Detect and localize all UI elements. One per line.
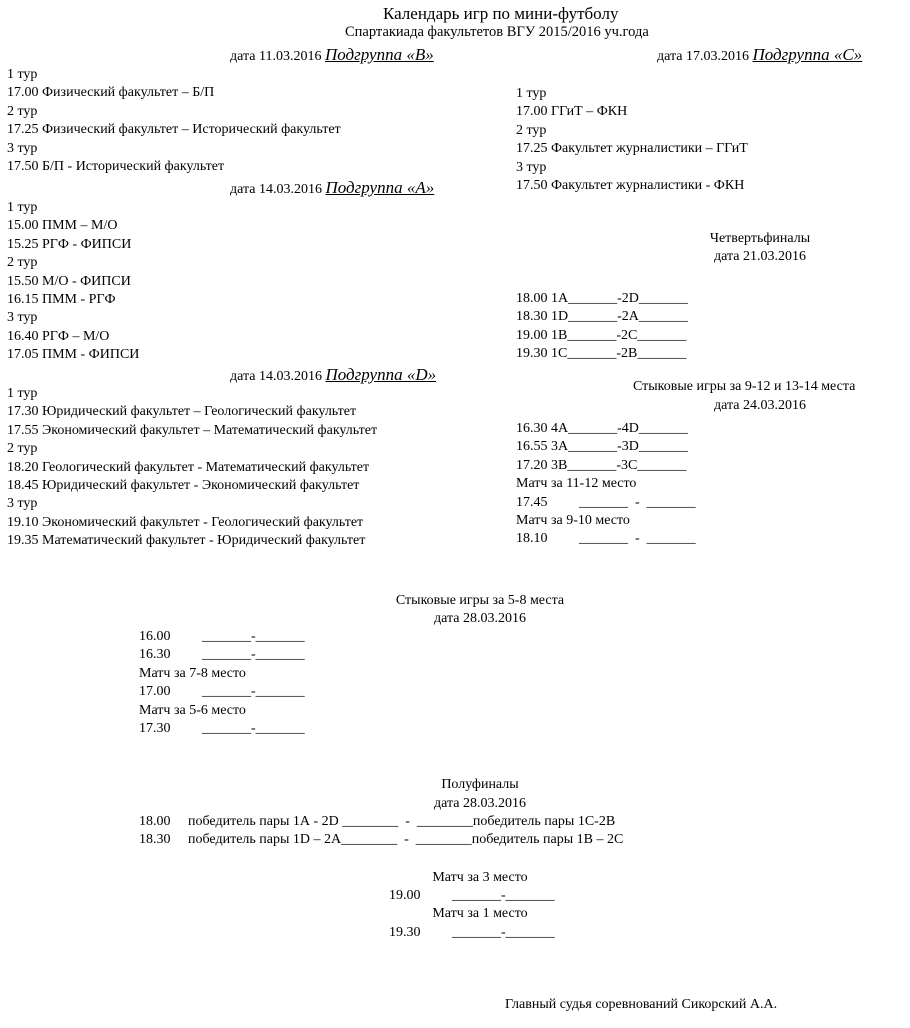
group-d-heading [230, 366, 436, 386]
group-a-date: дата 14.03.2016 [230, 182, 326, 197]
schedule-line: 2 тур [516, 122, 547, 138]
group-b-schedule [7, 66, 341, 176]
schedule-line: 17.50 Факультет журналистики - ФКН [516, 177, 745, 193]
document-title: Календарь игр по мини-футболу [383, 4, 619, 23]
playoff-9-14-schedule [516, 420, 696, 549]
first-place-line: 19.30 _______-_______ [389, 925, 555, 940]
schedule-line: 17.00 ГГиТ – ФКН [516, 104, 628, 120]
schedule-line: 17.50 Б/П - Исторический факультет [7, 158, 225, 174]
playoff-5-8-date: дата 28.03.2016 [434, 611, 526, 626]
schedule-line: 17.25 Физический факультет – Исторический факультет [7, 122, 341, 138]
schedule-line: 1 тур [7, 67, 38, 82]
group-d-schedule [7, 385, 377, 551]
playoff-9-14-date: дата 24.03.2016 [714, 398, 806, 413]
schedule-line: 17.05 ПММ - ФИПСИ [7, 347, 140, 363]
group-a-heading [230, 179, 434, 199]
schedule-line: Матч за 7-8 место [139, 665, 246, 681]
quarterfinals-schedule [516, 290, 688, 364]
group-c-heading [657, 46, 862, 66]
schedule-line: 15.00 ПММ – М/О [7, 218, 118, 234]
chief-judge-signature: Главный судья соревнований Сикорский А.А. [505, 997, 778, 1012]
schedule-line: 16.55 3А_______-3D_______ [516, 439, 688, 455]
schedule-line: 2 тур [7, 103, 38, 119]
third-place-line: 19.00 _______-_______ [389, 888, 555, 903]
schedule-line: 16.30 _______-_______ [139, 647, 305, 663]
quarterfinals-title: Четвертьфиналы [709, 231, 811, 246]
third-place-title: Матч за 3 место [432, 870, 528, 885]
document-subtitle: Спартакиада факультетов ВГУ 2015/2016 уч.года [345, 24, 649, 40]
schedule-line: 16.40 РГФ – М/О [7, 328, 110, 344]
group-c-schedule [516, 85, 748, 195]
schedule-line: 17.45 _______ - _______ [516, 494, 696, 510]
group-c-name: Подгруппа «С» [752, 45, 863, 64]
group-d-name: Подгруппа «D» [325, 365, 437, 384]
schedule-line: 19.30 1С_______-2В_______ [516, 346, 687, 362]
schedule-line: 18.00 1А_______-2D_______ [516, 291, 688, 306]
playoff-5-8-title: Стыковые игры за 5-8 места [395, 593, 565, 608]
schedule-line: 19.10 Экономический факультет - Геологический факультет [7, 514, 364, 530]
schedule-line: 1 тур [7, 200, 38, 215]
group-b-heading [230, 46, 434, 66]
playoff-9-14-title: Стыковые игры за 9-12 и 13-14 места [633, 379, 856, 394]
schedule-line: 17.55 Экономический факультет – Математический факультет [7, 422, 378, 438]
schedule-line: Матч за 9-10 место [516, 512, 630, 528]
playoff-5-8-schedule [139, 628, 305, 738]
group-a-schedule [7, 199, 139, 365]
schedule-line: 17.00 Физический факультет – Б/П [7, 85, 215, 101]
semifinals-schedule [139, 813, 623, 850]
schedule-line: 3 тур [7, 140, 38, 156]
schedule-line: 18.45 Юридический факультет - Экономический факультет [7, 477, 360, 493]
schedule-line: 16.30 4А_______-4D_______ [516, 421, 688, 436]
group-d-date: дата 14.03.2016 [230, 369, 326, 384]
schedule-line: Матч за 11-12 место [516, 476, 637, 492]
schedule-line: 3 тур [516, 159, 547, 175]
schedule-line: 18.00 победитель пары 1А - 2D ________ - ________победитель пары 1С-2В [139, 814, 616, 829]
group-b-date: дата 11.03.2016 [230, 49, 325, 64]
first-place-title: Матч за 1 место [432, 906, 528, 921]
schedule-line: 2 тур [7, 255, 38, 271]
schedule-line: 17.30 Юридический факультет – Геологический факультет [7, 404, 357, 420]
schedule-line: 2 тур [7, 441, 38, 457]
schedule-line: 17.20 3В_______-3С_______ [516, 457, 687, 473]
group-b-name: Подгруппа «В» [324, 45, 434, 64]
schedule-line: 3 тур [7, 310, 38, 326]
schedule-line: 18.10 _______ - _______ [516, 531, 696, 547]
schedule-line: 1 тур [516, 86, 547, 101]
semifinals-date: дата 28.03.2016 [434, 796, 526, 811]
schedule-line: Матч за 5-6 место [139, 702, 246, 718]
schedule-line: 16.15 ПММ - РГФ [7, 291, 116, 307]
schedule-line: 15.50 М/О - ФИПСИ [7, 273, 131, 289]
schedule-line: 17.00 _______-_______ [139, 684, 305, 700]
quarterfinals-date: дата 21.03.2016 [714, 249, 806, 264]
semifinals-title: Полуфиналы [441, 777, 519, 792]
schedule-line: 15.25 РГФ - ФИПСИ [7, 236, 132, 252]
schedule-line: 1 тур [7, 386, 38, 401]
schedule-line: 19.35 Математический факультет - Юридический факультет [7, 533, 366, 549]
schedule-line: 16.00 _______-_______ [139, 629, 305, 644]
schedule-line: 18.30 1D_______-2А_______ [516, 309, 688, 325]
schedule-line: 3 тур [7, 496, 38, 512]
schedule-line: 18.30 победитель пары 1D – 2А________ - ________победитель пары 1В – 2С [139, 832, 624, 848]
schedule-line: 17.30 _______-_______ [139, 720, 305, 736]
schedule-line: 19.00 1В_______-2С_______ [516, 327, 687, 343]
schedule-line: 18.20 Геологический факультет - Математический факультет [7, 459, 370, 475]
group-a-name: Подгруппа «А» [325, 178, 435, 197]
schedule-line: 17.25 Факультет журналистики – ГГиТ [516, 141, 748, 157]
group-c-date: дата 17.03.2016 [657, 49, 753, 64]
